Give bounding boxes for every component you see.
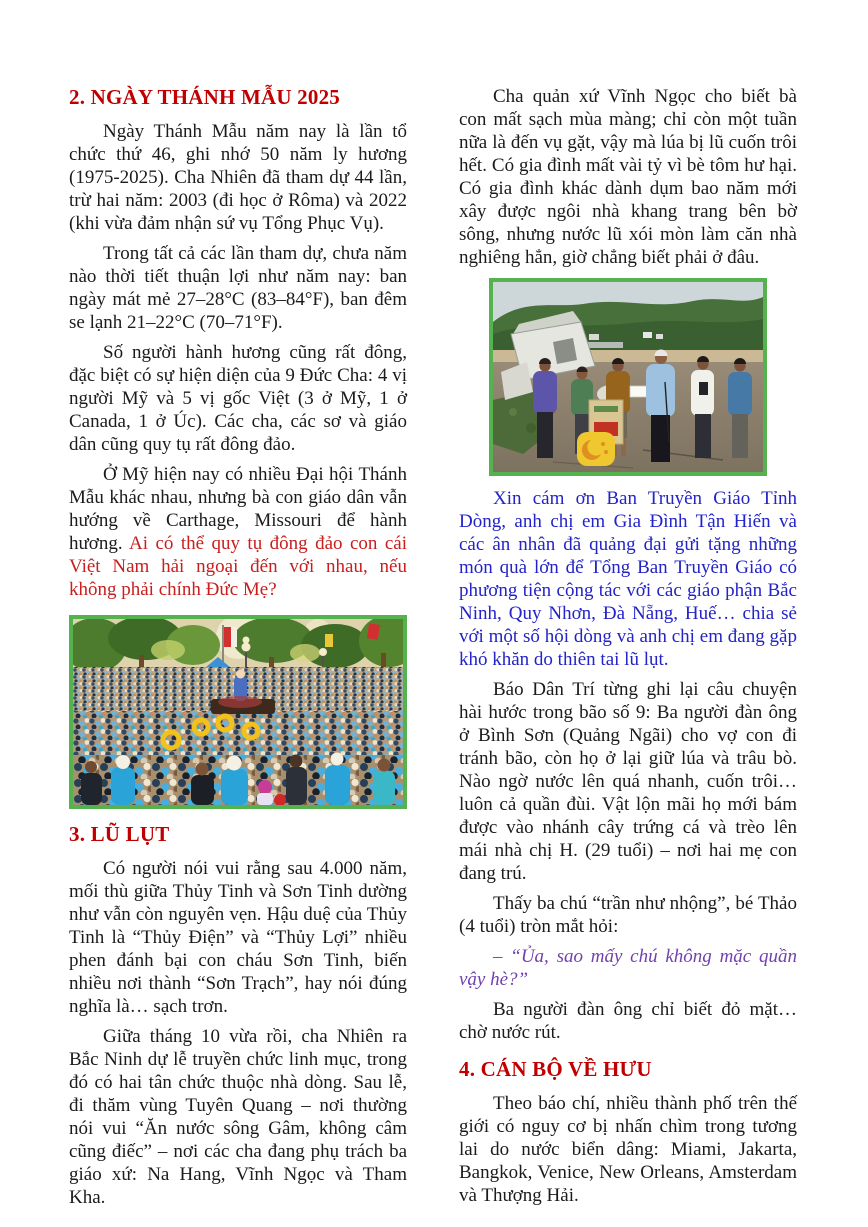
flood-relief-visit-photo xyxy=(489,278,767,476)
lu-lut-paragraph-3: Cha quản xứ Vĩnh Ngọc cho biết bà con mất sạch mùa màng; chỉ còn một tuần nữa là đến vụ gặt, vậy mà lúa bị lũ cuốn trôi hết. Có gia đình mất vài tỷ vì bè tôm hư hại. Có gia đình khác dành dụm bao năm mới xây được ngôi nhà khang trang bên bờ sông, nhưng nước lũ xói mòn làm căn nhà nghiêng hẳn, giờ chẳng biết phải ở đâu. xyxy=(459,86,797,268)
left-column xyxy=(69,85,407,1216)
dan-tri-story-paragraph: Báo Dân Trí từng ghi lại câu chuyện hài hước trong bão số 9: Ba người đàn ông ở Bình Sơn (Quảng Ngãi) cho vợ con đi tránh bão, còn họ ở lại giữ lúa và trâu bò. Nào ngờ nước lên quá nhanh, cuốn trôi… luôn cả quần đùi. Vật lộn mãi họ mới bám được vào nhánh cây trứng cá và trèo lên mái nhà chị H. (29 tuổi) – nơi hai mẹ con đang trú. xyxy=(459,679,797,884)
can-bo-ve-huu-paragraph-1: Theo báo chí, nhiều thành phố trên thế giới có nguy cơ bị nhấn chìm trong tương lai do nước biển dâng: Miami, Jakarta, Bangkok, Venice, New Orleans, Amsterdam và Thượng Hải. xyxy=(459,1093,797,1206)
section-heading-can-bo-ve-huu: 4. CÁN BỘ VỀ HƯU xyxy=(459,1057,652,1081)
story-ending-paragraph: Ba người đàn ông chỉ biết đỏ mặt… chờ nước rút. xyxy=(459,999,797,1043)
marian-days-crowd-photo xyxy=(69,615,407,809)
section-heading-lu-lut: 3. LŨ LỤT xyxy=(69,822,170,846)
child-quote-purple: – “Ủa, sao mấy chú không mặc quần vậy hè?” xyxy=(459,946,797,990)
thanh-mau-paragraph-4 xyxy=(69,463,407,601)
crowd-photo-illustration xyxy=(73,619,403,805)
two-column-layout xyxy=(69,85,798,1216)
question-intro-paragraph: Thấy ba chú “trần như nhộng”, bé Thảo (4 tuổi) tròn mắt hỏi: xyxy=(459,893,797,937)
thanh-mau-paragraph-2: Trong tất cả các lần tham dự, chưa năm nào thời tiết thuận lợi như năm nay: ban ngày mát mẻ 27–28°C (83–84°F), ban đêm se lạnh 21–22°C (70–71°F). xyxy=(69,243,407,333)
section-heading-thanh-mau: 2. NGÀY THÁNH MẪU 2025 xyxy=(69,85,340,109)
right-column xyxy=(459,85,797,1216)
thanh-mau-paragraph-1: Ngày Thánh Mẫu năm nay là lần tổ chức thứ 46, ghi nhớ 50 năm ly hương (1975-2025). Cha Nhiên đã tham dự 44 lần, trừ hai năm: 2003 (đi học ở Rôma) và 2022 (khi vừa đảm nhận sứ vụ Tổng Phục Vụ). xyxy=(69,121,407,234)
relief-photo-illustration xyxy=(493,282,763,472)
thanks-paragraph-blue: Xin cám ơn Ban Truyền Giáo Tỉnh Dòng, anh chị em Gia Đình Tận Hiến và các ân nhân đã quảng đại gửi tặng những món quà lớn để Tổng Ban Truyền Giáo có phương tiện cộng tác với các giáo phận Bắc Ninh, Quy Nhơn, Đà Nẵng, Huế… chia sẻ với một số hội dòng và anh chị em đang gặp khó khăn do thiên tai lũ lụt. xyxy=(459,488,797,670)
lu-lut-paragraph-2: Giữa tháng 10 vừa rồi, cha Nhiên ra Bắc Ninh dự lễ truyền chức linh mục, trong đó có hai tân chức thuộc nhà dòng. Sau lễ, đi thăm vùng Tuyên Quang – nơi thường nói vui “Ăn nước sông Gâm, không câm cũng điếc” – nơi các cha đang phụ trách ba giáo xứ: Na Hang, Vĩnh Ngọc và Tham Kha. xyxy=(69,1026,407,1208)
thanh-mau-paragraph-4-intro: Ở Mỹ hiện nay có nhiều Đại hội Thánh Mẫu khác nhau, nhưng bà con giáo dân vẫn hướng về Carthage, Missouri để hành hương. xyxy=(69,464,407,554)
thanh-mau-paragraph-3: Số người hành hương cũng rất đông, đặc biệt có sự hiện diện của 9 Đức Cha: 4 vị người Mỹ và 5 vị gốc Việt (3 ở Mỹ, 1 ở Canada, 1 ở Úc). Các cha, các sơ và giáo dân cũng quy tụ rất đông đảo. xyxy=(69,342,407,455)
thanh-mau-red-question: Ai có thể quy tụ đông đảo con cái Việt Nam hải ngoại đến với nhau, nếu không phải chính Đức Mẹ? xyxy=(69,533,408,600)
lu-lut-paragraph-1: Có người nói vui rằng sau 4.000 năm, mối thù giữa Thủy Tinh và Sơn Tinh dường như vẫn còn nguyên vẹn. Hậu duệ của Thủy Tinh là “Thủy Điện” và “Thủy Lợi” nhiều phen đánh bại con cháu Sơn Tinh, biến nhiều nơi thành “Sơn Trạch”, hay nói đúng nghĩa là… sạch trơn. xyxy=(69,858,407,1017)
